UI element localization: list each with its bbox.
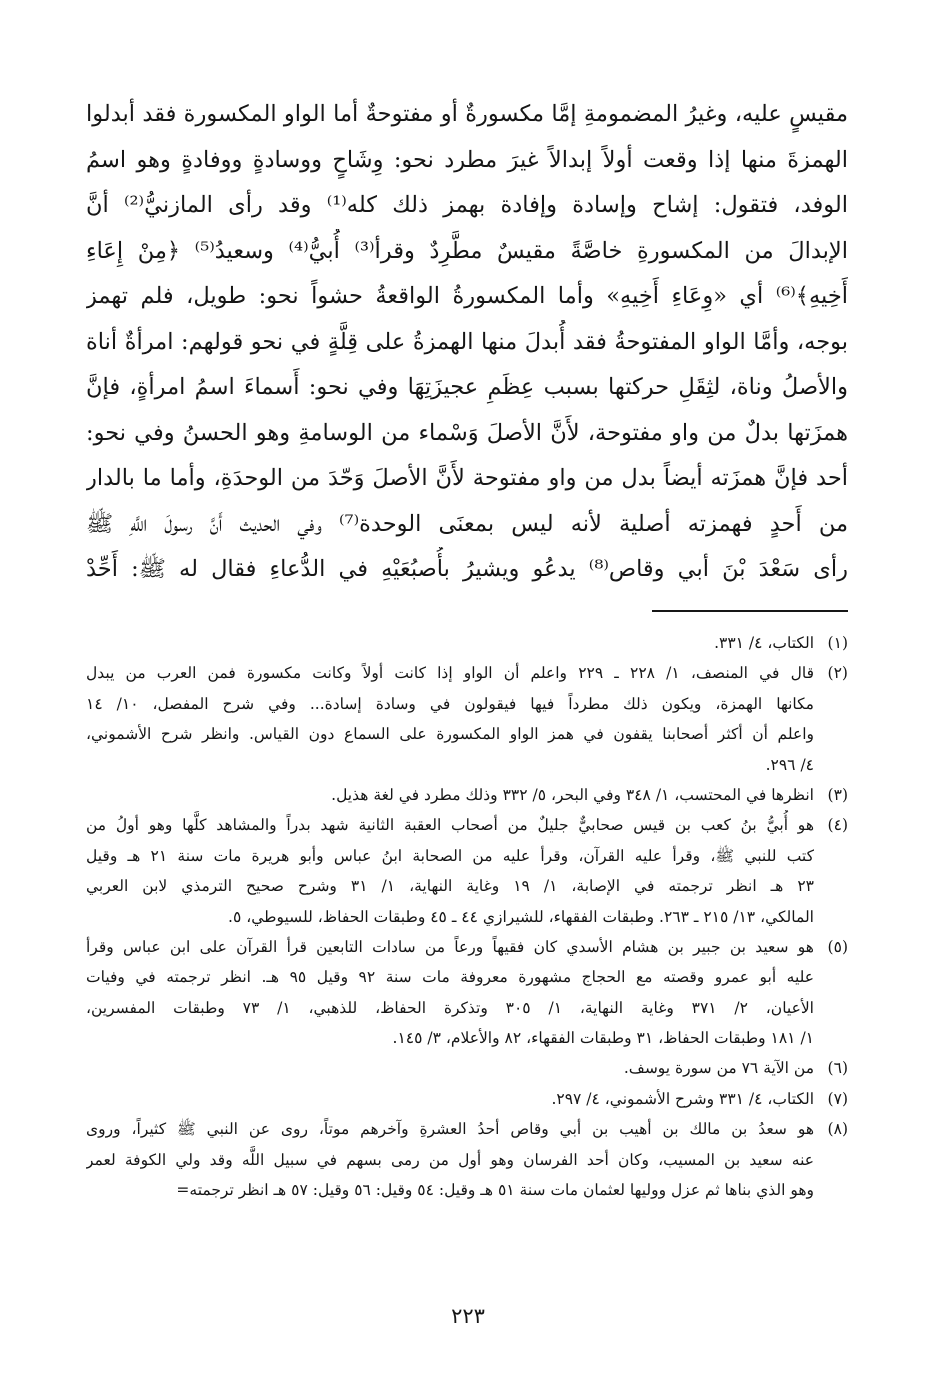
footnote-text: هو سعيد بن جبير بن هشام الأسدي كان فقيهاً ورعاً من سادات التابعين قرأ القرآن على ابن عباس وقرأ [86, 937, 814, 956]
footnote-line [86, 658, 848, 688]
footnote-text: الأعيان، ٢/ ٣٧١ وغاية النهاية، ١/ ٣٠٥ وتذكرة الحفاظ، للذهبي، ١/ ٧٣ وطبقات المفسرين، [86, 998, 814, 1017]
footnote-text: ٢٣ هـ انظر ترجمته في الإصابة، ١/ ١٩ وغاية النهاية، ١/ ٣١ وشرح صحيح الترمذي لابن العربي [86, 877, 814, 896]
footnote-number: (٦) [827, 1059, 848, 1078]
body-line: والأصلُ وناة، لثِقَلِ حركتها بسبب عِظَمِ عجيزَتِهَا وفي نحو: أَسماءَ اسمُ امرأةٍ، فإنَّ [86, 374, 848, 400]
footnote-line [86, 1053, 848, 1083]
body-line: الوفد، فتقول: إشاح وإسادة وإفادة بهمز ذلك كله⁽¹⁾ وقد رأى المازنيُّ⁽²⁾ أنَّ [86, 192, 848, 218]
body-line: بوجه، وأمَّا الواو المفتوحةُ فقد أُبدلَ منها الهمزةُ على قِلَّةٍ في نحو قولهم: امرأةٌ أناة [86, 328, 848, 355]
footnote-line [86, 1145, 848, 1175]
footnote-line [86, 962, 848, 992]
footnote-text: كتب للنبي ﷺ، وقرأ عليه القرآن، وقرأ عليه من الصحابة ابنُ عباس وأبو هريرة مات سنة ٢١ هـ وقيل [86, 846, 814, 865]
footnote-text: هو سعدُ بن مالك بن أهيب بن أبي وقاص أحدُ العشرةِ وآخرهم موتاً، روى عن النبي ﷺ كثيراً، وروى [86, 1120, 814, 1139]
footnote-line [86, 689, 848, 719]
footnote-number: (٤) [827, 816, 848, 835]
footnote-number: (٨) [827, 1120, 848, 1139]
footnote-line [86, 932, 848, 962]
footnote-text: من الآية ٧٦ من سورة يوسف. [623, 1059, 814, 1078]
footnote-text: عنه سعيد بن المسيب، وكان أحد الفرسان وهو أول من رمى بسهم في سبيل اللَّه وقد ولي الكوفة لعمر [86, 1150, 814, 1169]
footnote-text: ٤/ ٢٩٦. [765, 755, 814, 774]
footnote-text: هو أُبيُّ بنُ كعب بن قيس صحابيٌّ جليلٌ من أصحاب العقبة الثانية شهد بدراً والمشاهد كلَّها وهو أولُ من [86, 816, 814, 835]
footnote-number: (٣) [827, 785, 848, 804]
main-text [86, 92, 848, 593]
body-line: همزَتها بدلٌ من واو مفتوحة، لأَنَّ الأصلَ وَسْماء من الوسامةِ وهو الحسنُ وفي نحو: [86, 419, 848, 446]
footnote-line [86, 1114, 848, 1144]
footnote-number: (٥) [827, 937, 848, 956]
footnote-line [86, 841, 848, 871]
footnotes [86, 628, 848, 1205]
footnote-line [86, 902, 848, 932]
footnote-text: انظرها في المحتسب، ١/ ٣٤٨ وفي البحر، ٥/ ٣٣٢ وذلك مطرد في لغة هذيل. [331, 785, 814, 804]
footnote-text: قال في المنصف، ١/ ٢٢٨ ـ ٢٢٩ واعلم أن الواو إذا كانت أولاً وكانت مكسورة فمن العرب من يبدل [86, 664, 814, 683]
footnote-number: (١) [827, 634, 848, 652]
footnote-line [86, 810, 848, 840]
footnote-number: (٢) [827, 664, 848, 683]
body-line: الهمزةَ منها إذا وقعت أولاً إبدالاً غيرَ مطرد نحو: وِشَاحٍ ووسادةٍ ووفادةٍ وهو اسمُ [86, 146, 848, 173]
footnote-text: واعلم أن أكثر أصحابنا يقفون في همز الواو المكسورة على السماع دون القياس. وانظر شرح الأشموني، [86, 725, 814, 744]
body-line: أَخِيهِ﴾⁽⁶⁾ أي «وِعَاءِ أَخِيهِ» وأما المكسورةُ الواقعةُ حشواً نحو: طويل، فلم تهمز [86, 283, 848, 309]
footnote-separator [652, 610, 848, 612]
footnote-text: الكتاب، ٤/ ٣٣١ وشرح الأشموني، ٤/ ٢٩٧. [551, 1089, 814, 1108]
page-number: ٢٢٣ [451, 1304, 485, 1328]
footnote-text: الكتاب، ٤/ ٣٣١. [714, 634, 814, 652]
footnote-number: (٧) [827, 1089, 848, 1108]
footnote-text: عليه أبو عمرو وقصته مع الحجاج مشهورة معروفة مات سنة ٩٢ وقيل ٩٥ هـ. انظر ترجمته في وفيات [86, 968, 814, 987]
body-line: من أَحدٍ فهمزته أصلية لأنه ليس بمعنَى الوحدة⁽⁷⁾ وفي الحديث أَنَّ رسولَ اللَّهِ ﷺ [86, 510, 848, 537]
body-line: مقيسٍ عليه، وغيرُ المضمومةِ إمَّا مكسورةٌ أو مفتوحةٌ أما الواو المكسورة فقد أبدلوا [86, 101, 848, 127]
footnote-line [86, 1023, 848, 1053]
footnote-text: ١/ ١٨١ وطبقات الحفاظ، ٣١ وطبقات الفقهاء، ٨٢ والأعلام، ٣/ ١٤٥. [392, 1029, 814, 1048]
body-line: الإبدالَ من المكسورةِ خاصَّةً مقيسٌ مطَّرِدٌ وقرأ⁽³⁾ أُبيُّ⁽⁴⁾ وسعيدُ⁽⁵⁾ ﴿مِنْ إِعَاءِ [86, 237, 848, 264]
footnote-line [86, 750, 848, 780]
footnote-line [86, 780, 848, 810]
footnote-line [86, 719, 848, 749]
body-line: أحد فإنَّ همزَته أيضاً بدل من واو مفتوحة لأَنَّ الأصلَ وَحّدَ من الوحدَةِ، وأما ما بالدار [86, 465, 848, 491]
footnote-line [86, 871, 848, 901]
footnote-text: المالكي، ١٣/ ٢١٥ ـ ٢٦٣. وطبقات الفقهاء، للشيرازي ٤٤ ـ ٤٥ وطبقات الحفاظ، للسيوطي، ٥. [228, 907, 814, 926]
footnote-line [86, 628, 848, 658]
footnote-line [86, 1175, 848, 1205]
footnote-line [86, 1084, 848, 1114]
footnote-text: وهو الذي بناها ثم عزل ووليها لعثمان مات سنة ٥١ هـ وقيل: ٥٤ وقيل: ٥٦ وقيل: ٥٧ هـ انظر ترجمته= [176, 1181, 814, 1200]
footnote-text: مكانها الهمزة، ويكون ذلك مطرداً فيها فيقولون في وسادة إسادة... وفي شرح المفصل، ١٠/ ١٤ [86, 694, 814, 713]
footnote-line [86, 993, 848, 1023]
body-line: رأى سَعْدَ بْنَ أبي وقاص⁽⁸⁾ يدعُو ويشيرُ بأُصبُعَيْهِ في الدُّعاءِ فقال له ﷺ: أَحِّدْ [86, 556, 848, 582]
